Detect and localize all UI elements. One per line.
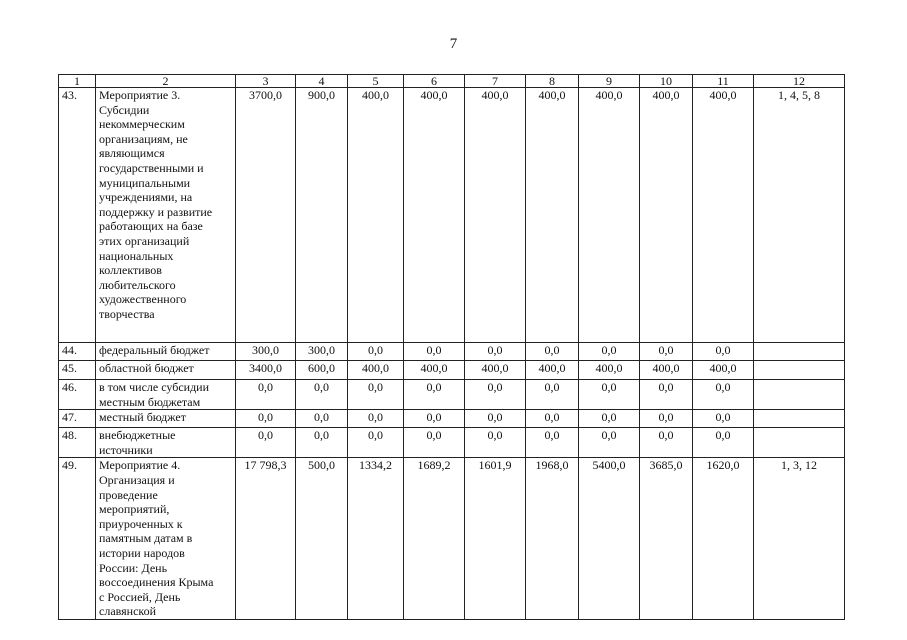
column-header: 7	[465, 75, 526, 88]
row-value: 500,0	[296, 458, 348, 620]
row-value: 0,0	[296, 428, 348, 458]
row-value: 0,0	[404, 410, 465, 428]
column-header: 2	[96, 75, 236, 88]
table-row	[59, 88, 845, 343]
row-value: 0,0	[465, 428, 526, 458]
column-header: 11	[693, 75, 754, 88]
row-name: Мероприятие 4. Организация и проведение мероприятий, приуроченных к памятным датам в истории народов России: День воссоединения Крыма с Россией, День славянской	[96, 458, 236, 620]
row-name: федеральный бюджет	[96, 343, 236, 361]
row-value: 400,0	[348, 88, 404, 343]
table-row	[59, 410, 845, 428]
header-row	[59, 75, 845, 88]
row-value: 0,0	[526, 380, 579, 410]
row-value: 0,0	[236, 410, 296, 428]
row-value: 0,0	[526, 343, 579, 361]
column-header: 9	[579, 75, 640, 88]
row-number: 44.	[59, 343, 96, 361]
row-value: 600,0	[296, 361, 348, 380]
column-header: 12	[754, 75, 845, 88]
row-value: 400,0	[348, 361, 404, 380]
row-value: 0,0	[404, 343, 465, 361]
row-value: 0,0	[296, 410, 348, 428]
row-value: 0,0	[236, 428, 296, 458]
row-reference	[754, 361, 845, 380]
row-value: 3400,0	[236, 361, 296, 380]
row-value: 900,0	[296, 88, 348, 343]
row-reference	[754, 410, 845, 428]
row-value: 0,0	[640, 410, 693, 428]
row-value: 0,0	[693, 380, 754, 410]
row-value: 1601,9	[465, 458, 526, 620]
program-table	[58, 74, 845, 620]
row-value: 0,0	[236, 380, 296, 410]
row-value: 3700,0	[236, 88, 296, 343]
row-value: 0,0	[579, 343, 640, 361]
row-value: 400,0	[465, 88, 526, 343]
row-value: 400,0	[465, 361, 526, 380]
row-name: местный бюджет	[96, 410, 236, 428]
row-name: Мероприятие 3. Субсидии некоммерческим организациям, не являющимся государственными и муниципальными учреждениями, на поддержку и развитие работающих на базе этих организаций национальных коллективов любительского художественного творчества	[96, 88, 236, 343]
row-value: 0,0	[465, 380, 526, 410]
row-value: 0,0	[693, 428, 754, 458]
row-value: 400,0	[579, 361, 640, 380]
row-value: 0,0	[348, 428, 404, 458]
row-reference: 1, 4, 5, 8	[754, 88, 845, 343]
row-value: 400,0	[693, 361, 754, 380]
row-value: 0,0	[640, 343, 693, 361]
table-body	[59, 75, 845, 620]
row-name: областной бюджет	[96, 361, 236, 380]
row-value: 0,0	[693, 410, 754, 428]
column-header: 4	[296, 75, 348, 88]
column-header: 5	[348, 75, 404, 88]
row-number: 46.	[59, 380, 96, 410]
row-value: 1334,2	[348, 458, 404, 620]
row-value: 0,0	[465, 343, 526, 361]
row-value: 0,0	[404, 380, 465, 410]
row-value: 17 798,3	[236, 458, 296, 620]
row-value: 400,0	[404, 88, 465, 343]
row-value: 0,0	[348, 410, 404, 428]
column-header: 1	[59, 75, 96, 88]
row-value: 5400,0	[579, 458, 640, 620]
row-name: в том числе субсидии местным бюджетам	[96, 380, 236, 410]
row-value: 300,0	[296, 343, 348, 361]
row-value: 0,0	[579, 428, 640, 458]
table-row	[59, 458, 845, 620]
row-value: 0,0	[465, 410, 526, 428]
row-value: 400,0	[404, 361, 465, 380]
row-number: 43.	[59, 88, 96, 343]
row-number: 48.	[59, 428, 96, 458]
table-row	[59, 428, 845, 458]
row-value: 300,0	[236, 343, 296, 361]
table-row	[59, 380, 845, 410]
table-row	[59, 343, 845, 361]
row-number: 47.	[59, 410, 96, 428]
row-value: 0,0	[579, 410, 640, 428]
column-header: 3	[236, 75, 296, 88]
row-value: 0,0	[579, 380, 640, 410]
row-value: 0,0	[640, 380, 693, 410]
column-header: 6	[404, 75, 465, 88]
row-value: 3685,0	[640, 458, 693, 620]
row-reference	[754, 428, 845, 458]
row-value: 400,0	[693, 88, 754, 343]
row-value: 0,0	[404, 428, 465, 458]
row-number: 45.	[59, 361, 96, 380]
row-value: 400,0	[579, 88, 640, 343]
row-value: 400,0	[526, 88, 579, 343]
column-header: 10	[640, 75, 693, 88]
row-reference	[754, 343, 845, 361]
row-value: 1968,0	[526, 458, 579, 620]
row-value: 1689,2	[404, 458, 465, 620]
row-value: 1620,0	[693, 458, 754, 620]
row-value: 0,0	[526, 410, 579, 428]
row-value: 0,0	[640, 428, 693, 458]
row-value: 0,0	[348, 380, 404, 410]
row-value: 400,0	[526, 361, 579, 380]
row-value: 0,0	[526, 428, 579, 458]
row-value: 0,0	[693, 343, 754, 361]
page-number: 7	[449, 36, 458, 52]
row-reference: 1, 3, 12	[754, 458, 845, 620]
row-value: 400,0	[640, 361, 693, 380]
row-reference	[754, 380, 845, 410]
column-header: 8	[526, 75, 579, 88]
row-name: внебюджетные источники	[96, 428, 236, 458]
row-value: 400,0	[640, 88, 693, 343]
table-row	[59, 361, 845, 380]
row-value: 0,0	[348, 343, 404, 361]
row-number: 49.	[59, 458, 96, 620]
row-value: 0,0	[296, 380, 348, 410]
